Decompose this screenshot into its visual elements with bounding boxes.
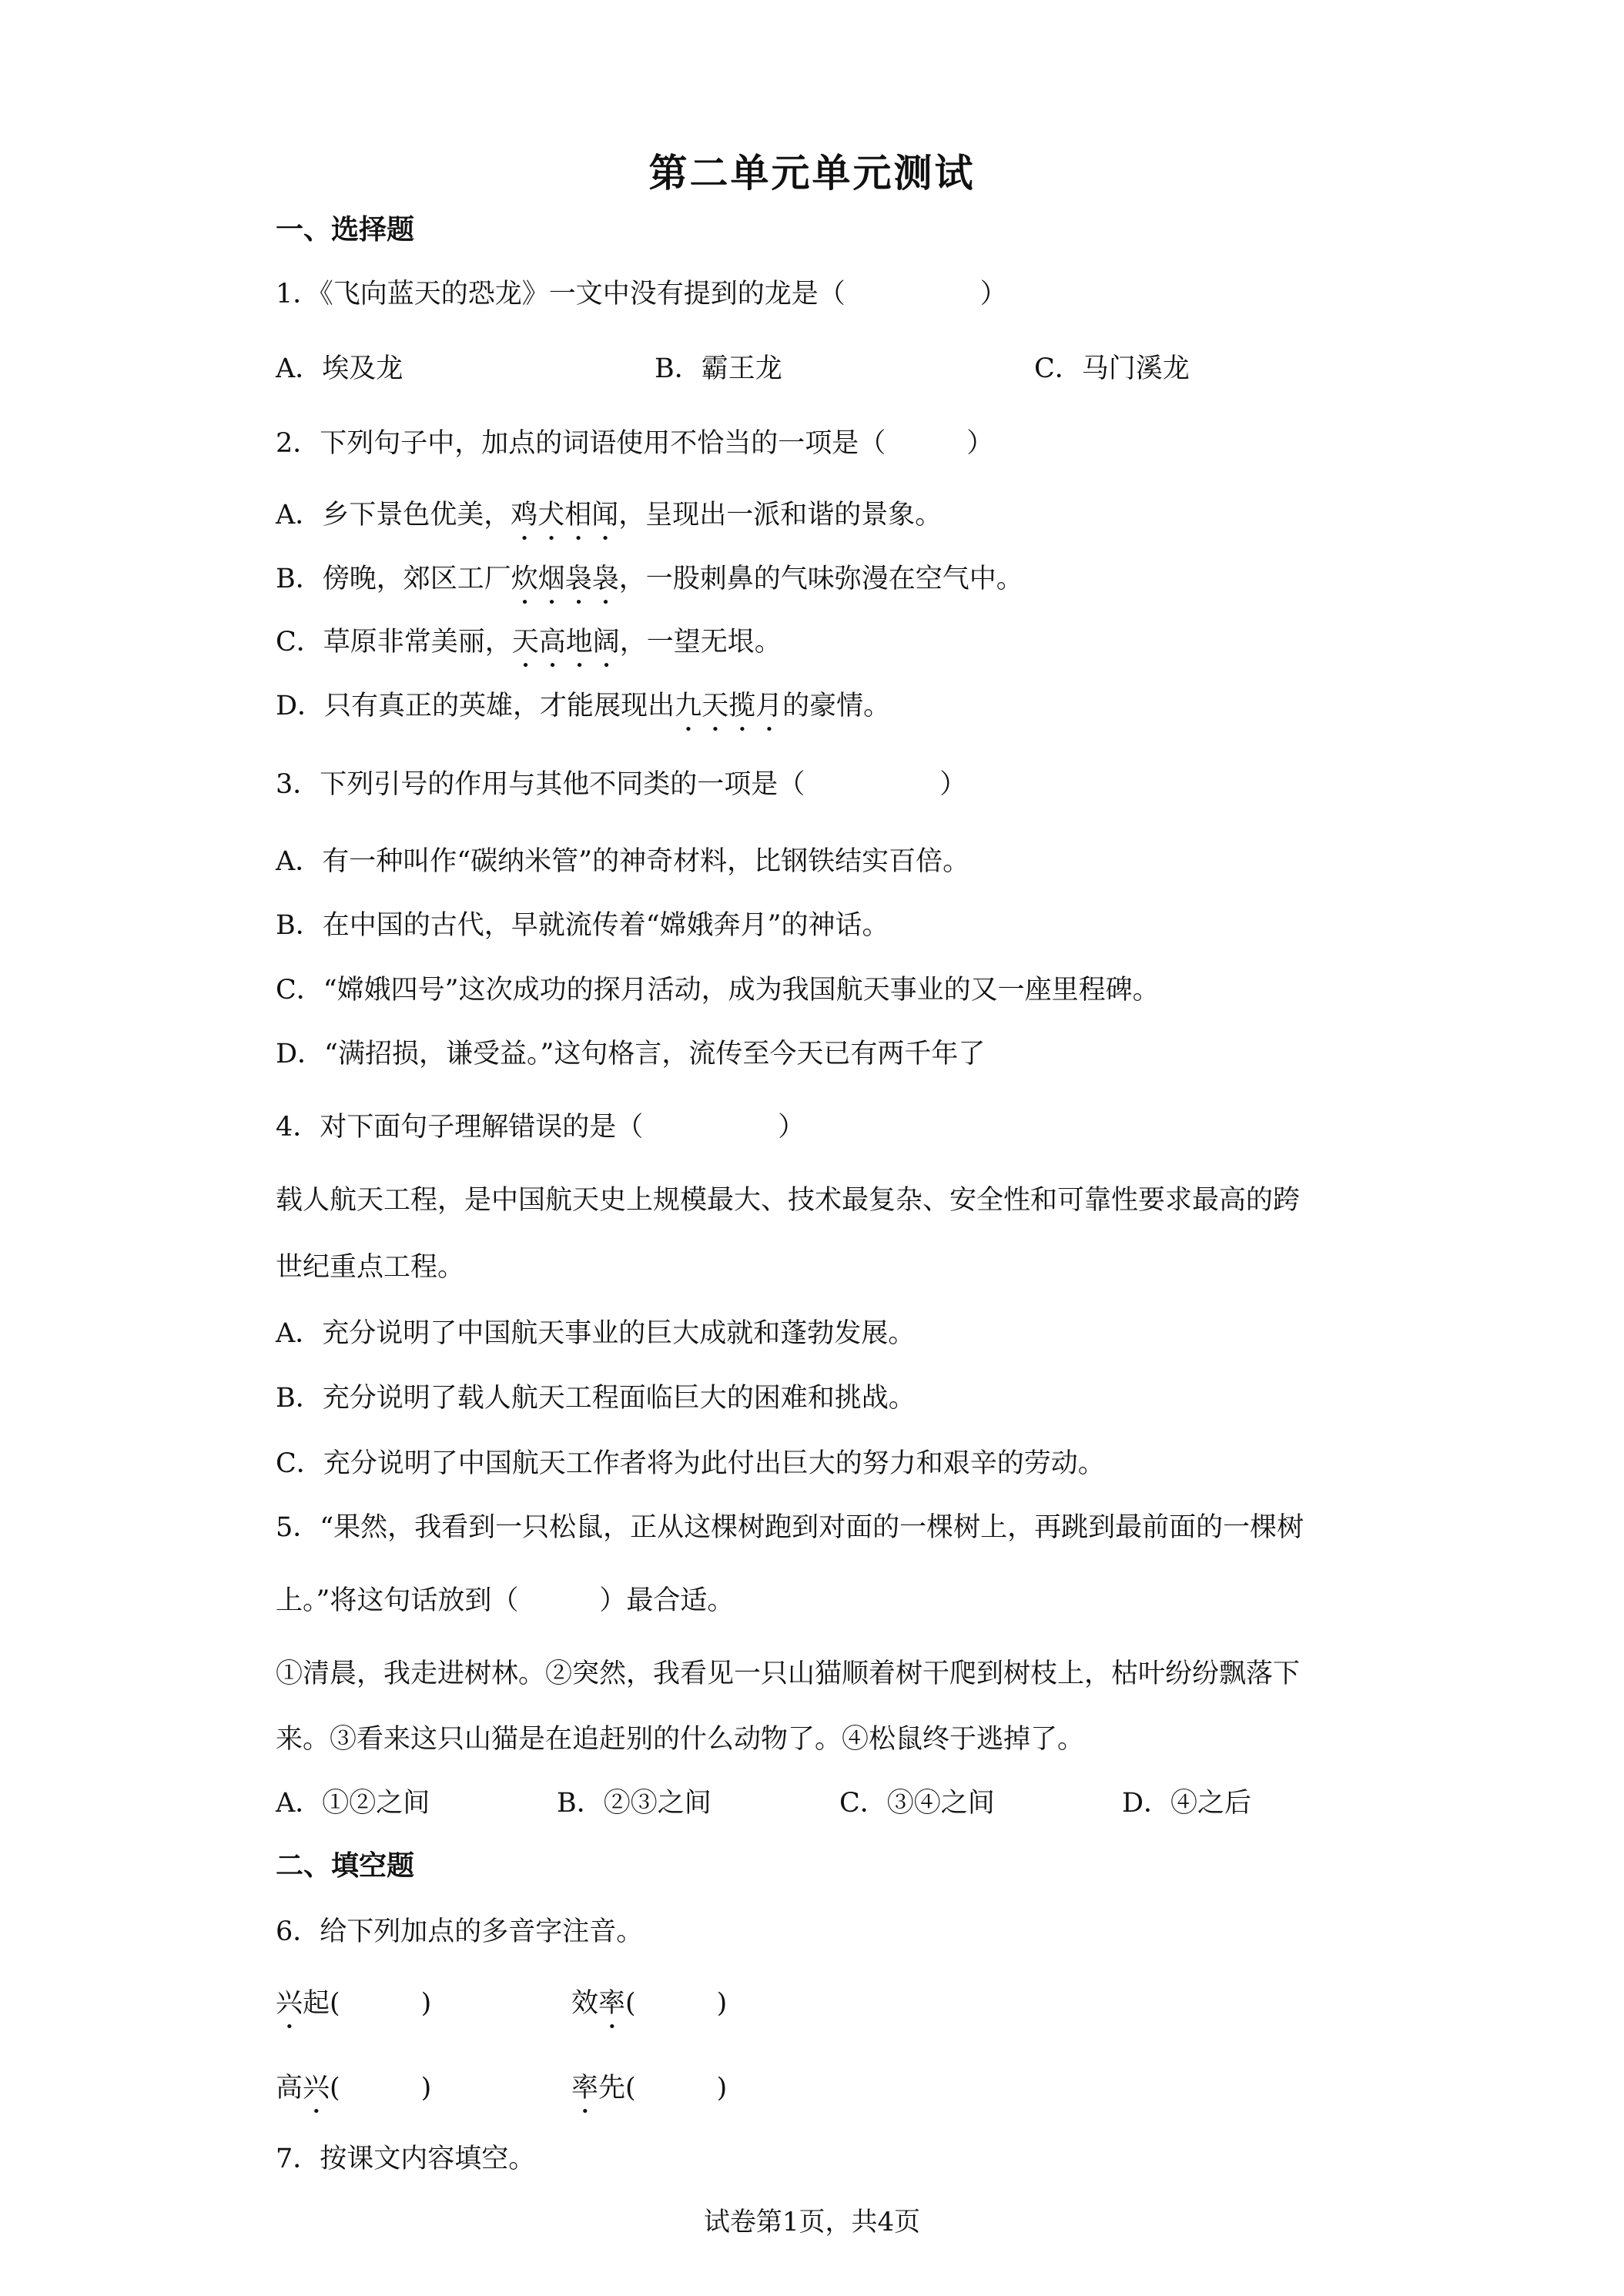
q3-option-a: A．有一种叫作“碳纳米管”的神奇材料，比钢铁结实百倍。: [276, 846, 970, 877]
q6-item-3-blank: ( ): [330, 2073, 432, 2104]
question-3: 3．下列引号的作用与其他不同类的一项是（ ）: [276, 769, 967, 800]
q2-c-dotted-word: 天高地阔: [511, 627, 620, 658]
q4-passage-line-1: 载人航天工程，是中国航天史上规模最大、技术最复杂、安全性和可靠性要求最高的跨: [276, 1185, 1301, 1216]
q2-d-text: D．只有真正的英雄，才能展现出: [276, 691, 675, 721]
q2-d-dotted-word: 九天揽月: [675, 691, 783, 721]
q2-b-text-end: ，一股刺鼻的气味弥漫在空气中。: [618, 564, 1023, 594]
question-7: 7．按课文内容填空。: [276, 2144, 536, 2174]
q6-item-3: [276, 2070, 431, 2120]
q6-item-1-blank: 起( ): [303, 1988, 432, 2019]
q6-item-2-char: 效: [571, 1988, 599, 2019]
q1-option-c: C．马门溪龙: [1034, 353, 1190, 384]
question-1: 1．《飞向蓝天的恐龙》一文中没有提到的龙是（ ）: [276, 279, 1007, 310]
q2-a-dotted-word: 鸡犬相闻: [511, 500, 619, 530]
q4-passage-line-2: 世纪重点工程。: [276, 1252, 465, 1283]
q4-option-c: C．充分说明了中国航天工作者将为此付出巨大的努力和艰辛的劳动。: [276, 1448, 1105, 1479]
question-4: 4．对下面句子理解错误的是（ ）: [276, 1112, 805, 1143]
q2-c-text: C．草原非常美丽，: [276, 627, 512, 658]
question-6: 6．给下列加点的多音字注音。: [276, 1916, 644, 1947]
q6-item-2: [571, 1985, 727, 2035]
q6-item-3-dotted-char: 兴: [303, 2073, 330, 2104]
q6-item-2-blank: ( ): [625, 1988, 728, 2019]
q5-passage-line-2: 来。③看来这只山猫是在追赶别的什么动物了。④松鼠终于逃掉了。: [276, 1724, 1085, 1755]
q2-option-b: [276, 561, 1023, 611]
q4-option-a: A．充分说明了中国航天事业的巨大成就和蓬勃发展。: [276, 1318, 916, 1349]
q2-b-dotted-word: 炊烟袅袅: [511, 564, 619, 594]
q5-option-d: D．④之后: [1122, 1788, 1252, 1819]
q2-d-text-end: 的豪情。: [782, 691, 891, 721]
q2-a-text: A．乡下景色优美，: [276, 500, 511, 530]
q6-item-3-char: 高: [276, 2073, 303, 2104]
q6-item-2-dotted-char: 率: [598, 1988, 626, 2019]
q3-option-c: C．“嫦娥四号”这次成功的探月活动，成为我国航天事业的又一座里程碑。: [276, 975, 1160, 1006]
q5-option-b: B．②③之间: [557, 1788, 712, 1819]
page-title: 第二单元单元测试: [648, 151, 976, 196]
q3-option-d: D．“满招损，谦受益。”这句格言，流传至今天已有两千年了: [276, 1039, 986, 1069]
q2-option-a: [276, 497, 942, 547]
q6-item-4-blank: 先( ): [598, 2073, 728, 2104]
q2-c-text-end: ，一望无垠。: [619, 627, 782, 658]
q2-option-d: [276, 688, 890, 738]
section-heading-choice: 一、选择题: [276, 214, 415, 246]
q5-option-c: C．③④之间: [839, 1788, 995, 1819]
q5-passage-line-1: ①清晨，我走进树林。②突然，我看见一只山猫顺着树干爬到树枝上，枯叶纷纷飘落下: [276, 1658, 1301, 1689]
q1-option-b: B．霸王龙: [655, 353, 782, 384]
question-5-line-1: 5．“果然，我看到一只松鼠，正从这棵树跑到对面的一棵树上，再跳到最前面的一棵树: [276, 1512, 1304, 1543]
page-footer: 试卷第1页，共4页: [703, 2207, 921, 2237]
question-5-line-2: 上。”将这句话放到（ ）最合适。: [276, 1585, 735, 1616]
q5-option-a: A．①②之间: [276, 1788, 430, 1819]
q6-item-1-dotted-char: 兴: [276, 1988, 303, 2019]
question-2: 2．下列句子中，加点的词语使用不恰当的一项是（ ）: [276, 428, 994, 459]
q1-option-a: A．埃及龙: [276, 353, 403, 384]
q6-item-1: [276, 1985, 431, 2035]
q3-option-b: B．在中国的古代，早就流传着“嫦娥奔月”的神话。: [276, 910, 889, 941]
q6-item-4: [571, 2070, 727, 2120]
q2-a-text-end: ，呈现出一派和谐的景象。: [618, 500, 943, 530]
section-heading-fill: 二、填空题: [276, 1850, 415, 1882]
q4-option-b: B．充分说明了载人航天工程面临巨大的困难和挑战。: [276, 1383, 916, 1414]
q2-option-c: [276, 624, 782, 674]
q2-b-text: B．傍晚，郊区工厂: [276, 564, 511, 594]
q6-item-4-dotted-char: 率: [571, 2073, 599, 2104]
